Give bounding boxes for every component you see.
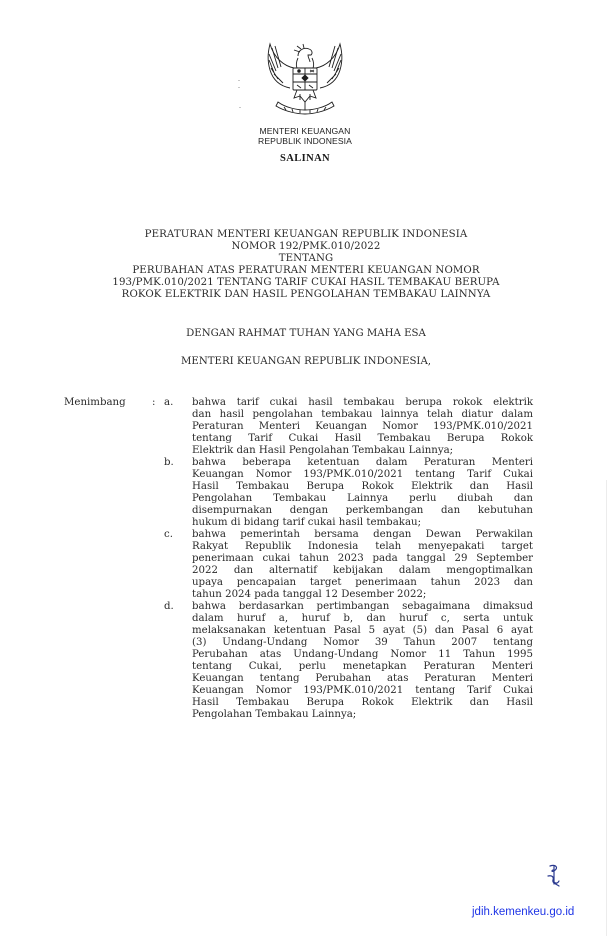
item-line: dalam huruf a, huruf b, dan huruf c, serta untuk — [192, 613, 533, 624]
item-line: dan hasil pengolahan tembakau lainnya telah diatur dalam — [192, 409, 533, 420]
scan-speck — [239, 107, 241, 108]
colon: : — [152, 397, 156, 408]
item-line: Elektrik dan Hasil Pengolahan Tembakau Lainnya; — [192, 445, 454, 456]
item-line: melaksanakan ketentuan Pasal 5 ayat (5) dan Pasal 6 ayat — [192, 625, 533, 636]
item-line: tentang Cukai, perlu menetapkan Peraturan Menteri — [192, 661, 533, 672]
item-letter: b. — [164, 457, 174, 468]
copy-stamp: SALINAN — [279, 153, 331, 164]
item-line: tentang Tarif Cukai Hasil Tembakau Berupa Rokok — [192, 433, 533, 444]
item-line: Hasil Tembakau Berupa Rokok Elektrik dan Hasil — [192, 481, 533, 492]
item-line: Pengolahan Tembakau Lainnya perlu diubah dan — [192, 493, 533, 504]
item-letter: c. — [164, 529, 173, 540]
title-line: PERUBAHAN ATAS PERATURAN MENTERI KEUANGAN NOMOR — [132, 265, 480, 276]
scan-speck — [238, 80, 240, 81]
item-line: Hasil Tembakau Berupa Rokok Elektrik dan Hasil — [192, 697, 533, 708]
title-line: PERATURAN MENTERI KEUANGAN REPUBLIK INDONESIA — [144, 229, 468, 240]
jdih-link[interactable]: jdih.kemenkeu.go.id — [472, 906, 575, 918]
page-edge — [606, 480, 607, 936]
letterhead-line-1: MENTERI KEUANGAN — [259, 126, 351, 136]
item-line: (3) Undang-Undang Nomor 39 Tahun 2007 tentang — [192, 637, 533, 648]
item-line: bahwa berdasarkan pertimbangan sebagaimana dimaksud — [192, 601, 533, 612]
issuing-authority: MENTERI KEUANGAN REPUBLIK INDONESIA, — [180, 356, 432, 367]
title-line: ROKOK ELEKTRIK DAN HASIL PENGOLAHAN TEMBAKAU LAINNYA — [121, 289, 491, 300]
letterhead-line-2: REPUBLIK INDONESIA — [258, 136, 352, 146]
item-line: Peraturan Menteri Keuangan Nomor 193/PMK.010/2021 — [192, 421, 533, 432]
item-line: disempurnakan dengan perkembangan dan kebutuhan — [192, 505, 533, 516]
item-line: Keuangan tentang Perubahan atas Peraturan Menteri — [192, 673, 533, 684]
item-line: Keuangan Nomor 193/PMK.010/2021 tentang Tarif Cukai — [192, 685, 533, 696]
considerations-section — [64, 397, 534, 721]
considerations-label: Menimbang — [64, 397, 126, 408]
consideration-item-a — [64, 397, 534, 457]
invocation: DENGAN RAHMAT TUHAN YANG MAHA ESA — [186, 328, 426, 339]
item-line: Keuangan Nomor 193/PMK.010/2021 tentang Tarif Cukai — [192, 469, 533, 480]
letterhead-institution — [200, 126, 410, 146]
item-line: tahun 2024 pada tanggal 12 Desember 2022; — [192, 589, 427, 600]
item-line: bahwa tarif cukai hasil tembakau berupa rokok elektrik — [192, 397, 533, 408]
scan-speck — [238, 87, 240, 88]
item-line: bahwa beberapa ketentuan dalam Peraturan Menteri — [192, 457, 533, 468]
garuda-emblem-icon — [264, 38, 346, 120]
item-line: Perubahan atas Undang-Undang Nomor 11 Tahun 1995 — [192, 649, 533, 660]
consideration-item-c — [64, 529, 534, 601]
item-letter: d. — [164, 601, 174, 612]
consideration-item-b — [64, 457, 534, 529]
item-line: Rakyat Republik Indonesia telah menyepakati target — [192, 541, 533, 552]
item-letter: a. — [164, 397, 174, 408]
item-line: penerimaan cukai tahun 2023 pada tanggal 29 September — [192, 553, 533, 564]
item-line: bahwa pemerintah bersama dengan Dewan Perwakilan — [192, 529, 533, 540]
item-line: 2022 dan alternatif kebijakan dalam mengoptimalkan — [192, 565, 533, 576]
consideration-item-d — [64, 601, 534, 721]
item-line: upaya pencapaian target penerimaan tahun 2023 dan — [192, 577, 533, 588]
title-line: TENTANG — [278, 253, 334, 264]
title-line: 193/PMK.010/2021 TENTANG TARIF CUKAI HASIL TEMBAKAU BERUPA — [112, 277, 500, 288]
regulation-title — [40, 229, 572, 301]
regulation-number: NOMOR 192/PMK.010/2022 — [231, 241, 381, 252]
initial-signature-icon — [544, 862, 566, 892]
item-line: Pengolahan Tembakau Lainnya; — [192, 709, 357, 720]
item-line: hukum di bidang tarif cukai hasil tembakau; — [192, 517, 422, 528]
